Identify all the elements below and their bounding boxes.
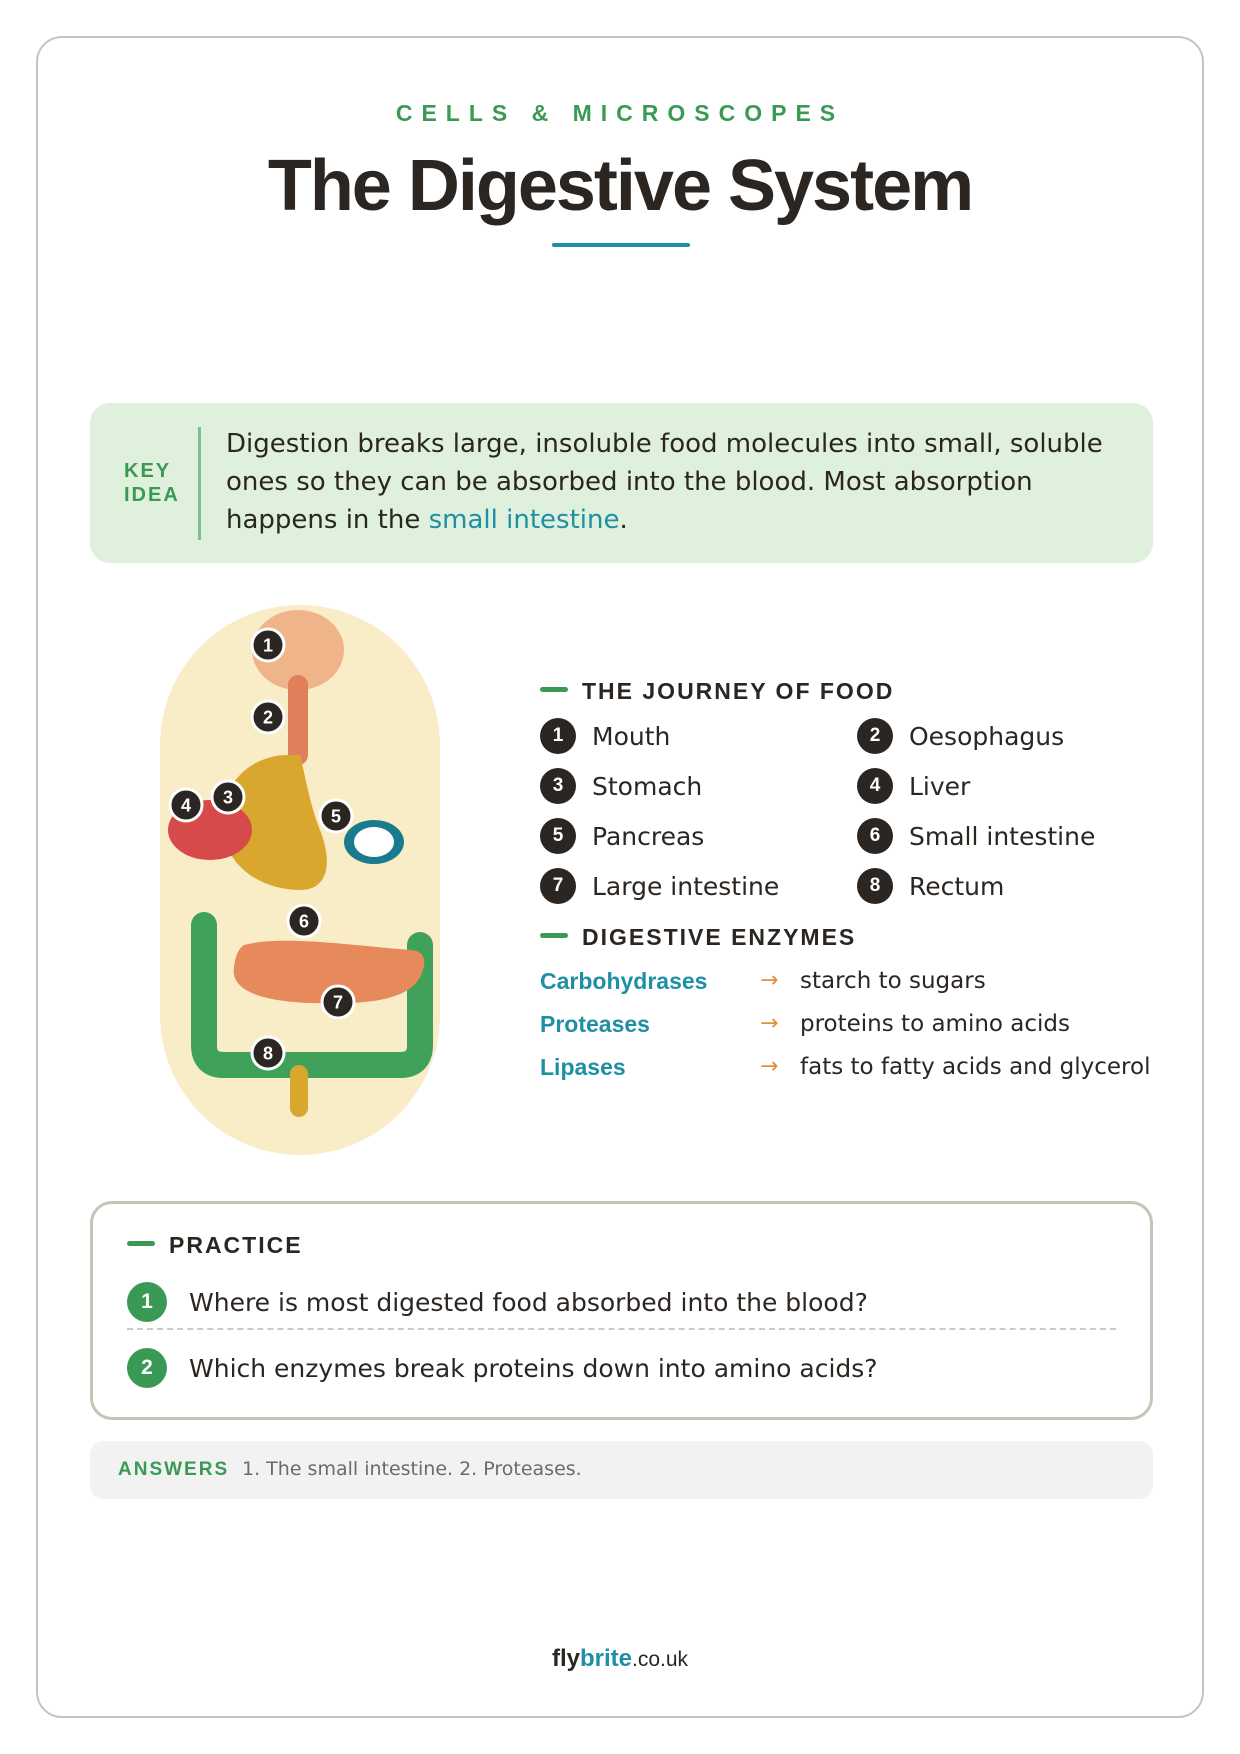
footer-brand-fly: fly [551, 1645, 580, 1672]
journey-item-label: Oesophagus [909, 721, 1065, 751]
enzyme-row [540, 1054, 1160, 1088]
journey-number-badge: 6 [857, 818, 893, 854]
journey-item [540, 766, 702, 806]
enzyme-description: starch to sugars [800, 968, 986, 994]
diagram-marker-3 [212, 781, 244, 813]
journey-number-badge: 8 [857, 868, 893, 904]
diagram-marker-label: 2 [262, 707, 274, 728]
question-number-badge: 1 [127, 1282, 167, 1322]
diagram-marker-5 [320, 800, 352, 832]
key-idea-label: KEY IDEA [124, 460, 180, 506]
practice-heading-dash [127, 1241, 155, 1246]
arrow-icon: → [760, 1011, 779, 1036]
answers-bar [90, 1441, 1153, 1499]
diagram-marker-7 [322, 986, 354, 1018]
footer-brand-brite: brite [579, 1645, 632, 1672]
journey-item [857, 866, 1004, 906]
journey-heading-dash [540, 687, 568, 692]
practice-question [127, 1348, 878, 1388]
practice-heading: PRACTICE [127, 1232, 303, 1259]
enzyme-name: Lipases [540, 1054, 626, 1080]
journey-item [857, 716, 1064, 756]
journey-item-label: Large intestine [592, 871, 780, 901]
journey-item-label: Pancreas [592, 821, 705, 851]
diagram-marker-label: 1 [262, 635, 274, 656]
enzymes-heading-dash [540, 933, 568, 938]
oesophagus-shape [288, 675, 308, 765]
diagram-marker-6 [288, 905, 320, 937]
journey-item [540, 816, 704, 856]
enzyme-name: Proteases [540, 1011, 650, 1037]
diagram-marker-4 [170, 789, 202, 821]
journey-item [857, 816, 1095, 856]
enzyme-description: fats to fatty acids and glycerol [800, 1054, 1151, 1080]
digestive-system-diagram [150, 605, 450, 1165]
question-number-badge: 2 [127, 1348, 167, 1388]
journey-number-badge: 7 [540, 868, 576, 904]
diagram-marker-2 [252, 701, 284, 733]
answers-text: 1. The small intestine. 2. Proteases. [242, 1458, 582, 1480]
key-idea-box [90, 403, 1153, 563]
topic-kicker: CELLS & MICROSCOPES [395, 100, 845, 126]
journey-item [540, 716, 670, 756]
practice-question [127, 1282, 868, 1322]
journey-number-badge: 5 [540, 818, 576, 854]
question-text: Which enzymes break proteins down into amino acids? [189, 1353, 878, 1383]
diagram-marker-label: 7 [332, 992, 344, 1013]
title-underline [552, 243, 690, 247]
journey-item-label: Stomach [592, 771, 703, 801]
journey-number-badge: 4 [857, 768, 893, 804]
question-divider [127, 1328, 1116, 1330]
enzyme-name: Carbohydrases [540, 968, 708, 994]
key-idea-divider [198, 427, 201, 540]
enzyme-description: proteins to amino acids [800, 1011, 1071, 1037]
key-idea-text: Digestion breaks large, insoluble food molecules into small, soluble ones so they can be absorbed into the blood. Most absorption happens in the small intestine. [226, 429, 1103, 535]
rectum-shape [290, 1065, 308, 1117]
diagram-marker-1 [252, 629, 284, 661]
journey-heading: THE JOURNEY OF FOOD [540, 678, 894, 705]
enzymes-heading: DIGESTIVE ENZYMES [540, 924, 856, 951]
footer-domain: .co.uk [632, 1648, 689, 1671]
journey-item [857, 766, 970, 806]
arrow-icon: → [760, 1054, 779, 1079]
pancreas-inner [354, 827, 394, 857]
journey-item-label: Liver [909, 771, 971, 801]
diagram-marker-8 [252, 1037, 284, 1069]
enzyme-row [540, 1011, 1160, 1045]
journey-number-badge: 1 [540, 718, 576, 754]
page-title: The Digestive System [267, 146, 973, 226]
practice-box [90, 1201, 1153, 1420]
question-text: Where is most digested food absorbed into the blood? [189, 1287, 868, 1317]
diagram-marker-label: 3 [222, 787, 234, 808]
key-idea-highlight: small intestine [428, 505, 620, 535]
diagram-marker-label: 5 [330, 806, 342, 827]
journey-item-label: Small intestine [909, 821, 1096, 851]
diagram-marker-label: 4 [180, 795, 192, 816]
arrow-icon: → [760, 968, 779, 993]
enzyme-row [540, 968, 1160, 1002]
journey-number-badge: 2 [857, 718, 893, 754]
footer-logo[interactable] [0, 1645, 1240, 1673]
journey-item-label: Mouth [592, 721, 671, 751]
diagram-marker-label: 8 [262, 1043, 274, 1064]
journey-item [540, 866, 779, 906]
journey-item-label: Rectum [909, 871, 1005, 901]
answers-label: ANSWERS [118, 1459, 230, 1480]
journey-number-badge: 3 [540, 768, 576, 804]
diagram-marker-label: 6 [298, 911, 310, 932]
